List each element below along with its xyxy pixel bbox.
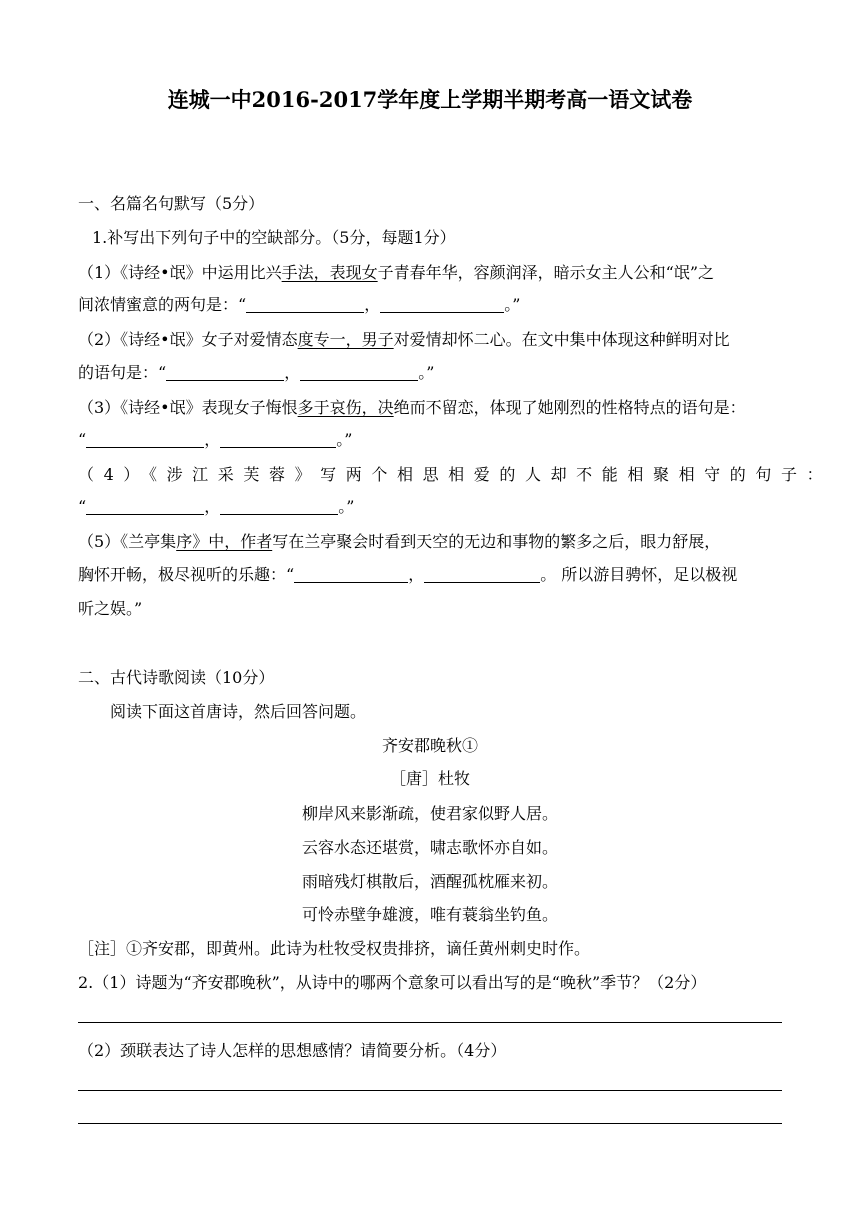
q3-text-underlined: 多于哀伤，决 bbox=[297, 398, 394, 417]
q2-2-answer-line-1[interactable] bbox=[78, 1090, 782, 1091]
q5-line3: 听之娱。” bbox=[78, 599, 143, 618]
q5-end: 。 所以游目骋怀，足以极视 bbox=[540, 565, 738, 584]
poem-author: ［唐］杜牧 bbox=[389, 769, 470, 788]
q2-comma: ， bbox=[284, 363, 301, 382]
q5-prompt: 胸怀开畅，极尽视听的乐趣：“ bbox=[78, 565, 295, 584]
poem-title: 齐安郡晚秋① bbox=[381, 736, 478, 755]
q5-blank-2[interactable] bbox=[424, 566, 540, 583]
q1-text-b: 子青春年华，容颜润泽，暗示女主人公和“氓”之 bbox=[377, 263, 715, 282]
q2-line1 bbox=[78, 328, 730, 352]
poem-note: ［注］①齐安郡，即黄州。此诗为杜牧受权贵排挤，谪任黄州刺史时作。 bbox=[78, 939, 591, 958]
q5-text-b: 写在兰亭聚会时看到天空的无边和事物的繁多之后，眼力舒展， bbox=[272, 532, 721, 551]
q2-1-answer-line[interactable] bbox=[78, 1022, 782, 1023]
page-title: 连城一中2016-2017学年度上学期半期考高一语文试卷 bbox=[167, 87, 693, 112]
q3-line1 bbox=[78, 396, 746, 420]
q4-line1: （4）《涉江采芙蓉》写两个相思相爱的人却不能相聚相守的句子： bbox=[78, 465, 833, 484]
section1-heading: 一、名篇名句默写（5分） bbox=[78, 194, 265, 213]
q3-blank-2[interactable] bbox=[220, 431, 336, 448]
q2-1-prompt: 2.（1）诗题为“齐安郡晚秋”，从诗中的哪两个意象可以看出写的是“晚秋”季节？（2分） bbox=[78, 973, 707, 992]
q4-comma: ， bbox=[204, 497, 221, 516]
q1-line2 bbox=[78, 293, 520, 317]
q3-text-b: 绝而不留恋，体现了她刚烈的性格特点的语句是： bbox=[393, 398, 746, 417]
q1-end: 。” bbox=[504, 295, 521, 314]
section2-intro: 阅读下面这首唐诗，然后回答问题。 bbox=[110, 702, 367, 721]
poem-line-4: 可怜赤壁争雄渡，唯有蓑翁坐钓鱼。 bbox=[301, 905, 558, 924]
q4-line2 bbox=[78, 495, 354, 519]
q5-line1 bbox=[78, 530, 720, 554]
section2-heading: 二、古代诗歌阅读（10分） bbox=[78, 668, 275, 687]
q3-prompt: “ bbox=[78, 430, 87, 449]
q4-prompt: “ bbox=[78, 497, 87, 516]
q2-blank-1[interactable] bbox=[166, 364, 284, 381]
q3-blank-1[interactable] bbox=[86, 431, 204, 448]
q3-line2 bbox=[78, 428, 352, 452]
q5-comma: ， bbox=[408, 565, 425, 584]
q3-comma: ， bbox=[204, 430, 221, 449]
section1-intro: 1.补写出下列句子中的空缺部分。（5分，每题1分） bbox=[92, 228, 456, 247]
q2-text-b: 对爱情却怀二心。在文中集中体现这种鲜明对比 bbox=[393, 330, 730, 349]
q1-line1 bbox=[78, 261, 714, 285]
poem-line-3: 雨暗残灯棋散后，酒醒孤枕雁来初。 bbox=[301, 872, 558, 891]
q5-line2 bbox=[78, 563, 737, 587]
q1-comma: ， bbox=[364, 295, 381, 314]
q5-text-a: （5）《兰亭集 bbox=[78, 532, 177, 551]
poem-line-2: 云容水态还堪赏，啸志歌怀亦自如。 bbox=[301, 838, 558, 857]
q2-text-underlined: 度专一，男子 bbox=[297, 330, 394, 349]
q4-blank-2[interactable] bbox=[220, 498, 338, 515]
q1-text-a: （1）《诗经•氓》中运用比兴 bbox=[78, 263, 282, 282]
q2-blank-2[interactable] bbox=[300, 364, 418, 381]
poem-line-1: 柳岸风来影渐疏，使君家似野人居。 bbox=[301, 804, 558, 823]
q3-end: 。” bbox=[336, 430, 353, 449]
q2-prompt: 的语句是：“ bbox=[78, 363, 167, 382]
q1-blank-1[interactable] bbox=[246, 296, 364, 313]
q1-blank-2[interactable] bbox=[380, 296, 504, 313]
q5-blank-1[interactable] bbox=[294, 566, 408, 583]
q2-2-prompt: （2）颈联表达了诗人怎样的思想感情？请简要分析。（4分） bbox=[78, 1041, 507, 1060]
q5-text-underlined: 序》中，作者 bbox=[176, 532, 273, 551]
q3-text-a: （3）《诗经•氓》表现女子悔恨 bbox=[78, 398, 298, 417]
q4-end: 。” bbox=[338, 497, 355, 516]
q2-text-a: （2）《诗经•氓》女子对爱情态 bbox=[78, 330, 298, 349]
q1-prompt: 间浓情蜜意的两句是：“ bbox=[78, 295, 247, 314]
q2-line2 bbox=[78, 361, 434, 385]
q2-end: 。” bbox=[418, 363, 435, 382]
q1-text-underlined: 手法，表现女 bbox=[281, 263, 378, 282]
q2-2-answer-line-2[interactable] bbox=[78, 1123, 782, 1124]
q4-blank-1[interactable] bbox=[86, 498, 204, 515]
